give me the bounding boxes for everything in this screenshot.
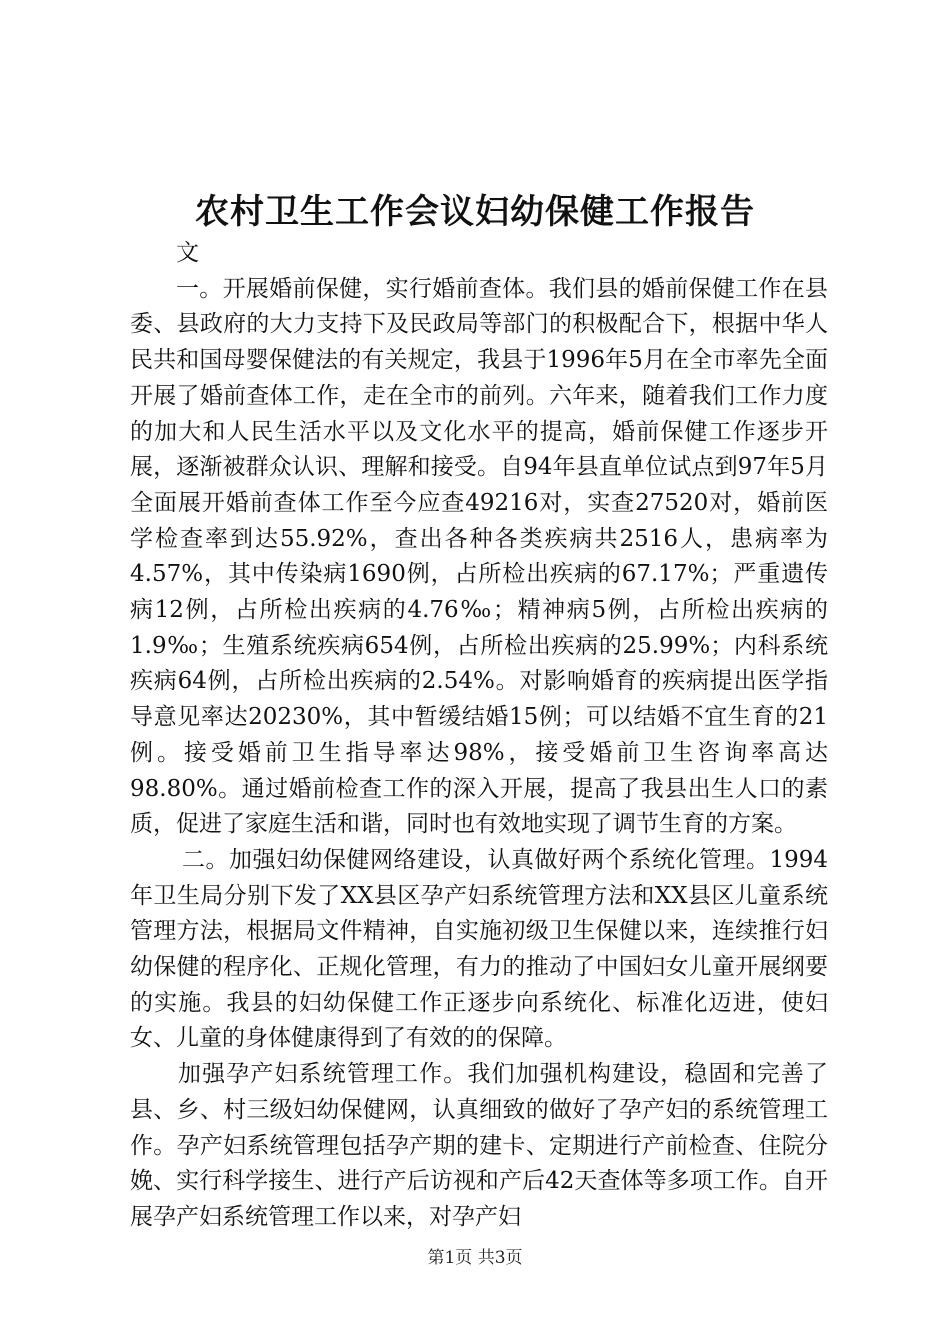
paragraph-maternal-management: 加强孕产妇系统管理工作。我们加强机构建设，稳固和完善了县、乡、村三级妇幼保健网，认真细致的做好了孕产妇的系统管理工作。孕产妇系统管理包括孕产期的建卡、定期进行产前检查、住院分娩、实行科学接生、进行产后访视和产后42天查体等多项工作。自开展孕产妇系统管理工作以来，对孕产妇 <box>130 1061 828 1230</box>
document-title: 农村卫生工作会议妇幼保健工作报告 <box>195 192 755 232</box>
paragraph-network-building: 二。加强妇幼保健网络建设，认真做好两个系统化管理。1994年卫生局分别下发了XX县区孕产妇系统管理方法和XX县区儿童系统管理方法，根据局文件精神，自实施初级卫生保健以来，连续推行妇幼保健的程序化、正规化管理，有力的推动了中国妇女儿童开展纲要的实施。我县的妇幼保健工作正逐步向系统化、标准化迈进，使妇女、儿童的身体健康得到了有效的的保障。 <box>130 846 828 1052</box>
paragraph-premarital-care: 一。开展婚前保健，实行婚前查体。我们县的婚前保健工作在县委、县政府的大力支持下及民政局等部门的积极配合下，根据中华人民共和国母婴保健法的有关规定，我县于1996年5月在全市率先全面开展了婚前查体工作，走在全市的前列。六年来，随着我们工作力度的加大和人民生活水平以及文化水平的提高，婚前保健工作逐步开展，逐渐被群众认识、理解和接受。自94年县直单位试点到97年5月全面展开婚前查体工作至今应查49216对，实查27520对，婚前医学检查率到达55.92%，查出各种各类疾病共2516人，患病率为4.57%，其中传染病1690例，占所检出疾病的67.17%；严重遗传病12例，占所检出疾病的4.76‰；精神病5例，占所检出疾病的1.9‰；生殖系统疾病654例，占所检出疾病的25.99%；内科系统疾病64例，占所检出疾病的2.54%。对影响婚育的疾病提出医学指导意见率达20230%，其中暂缓结婚15例；可以结婚不宜生育的21例。接受婚前卫生指导率达98%，接受婚前卫生咨询率高达98.80%。通过婚前检查工作的深入开展，提高了我县出生人口的素质，促进了家庭生活和谐，同时也有效地实现了调节生育的方案。 <box>130 275 828 838</box>
page-number: 第1页 共3页 <box>427 1248 523 1268</box>
document-subtitle: 文 <box>176 240 199 266</box>
document-body <box>130 236 828 1236</box>
